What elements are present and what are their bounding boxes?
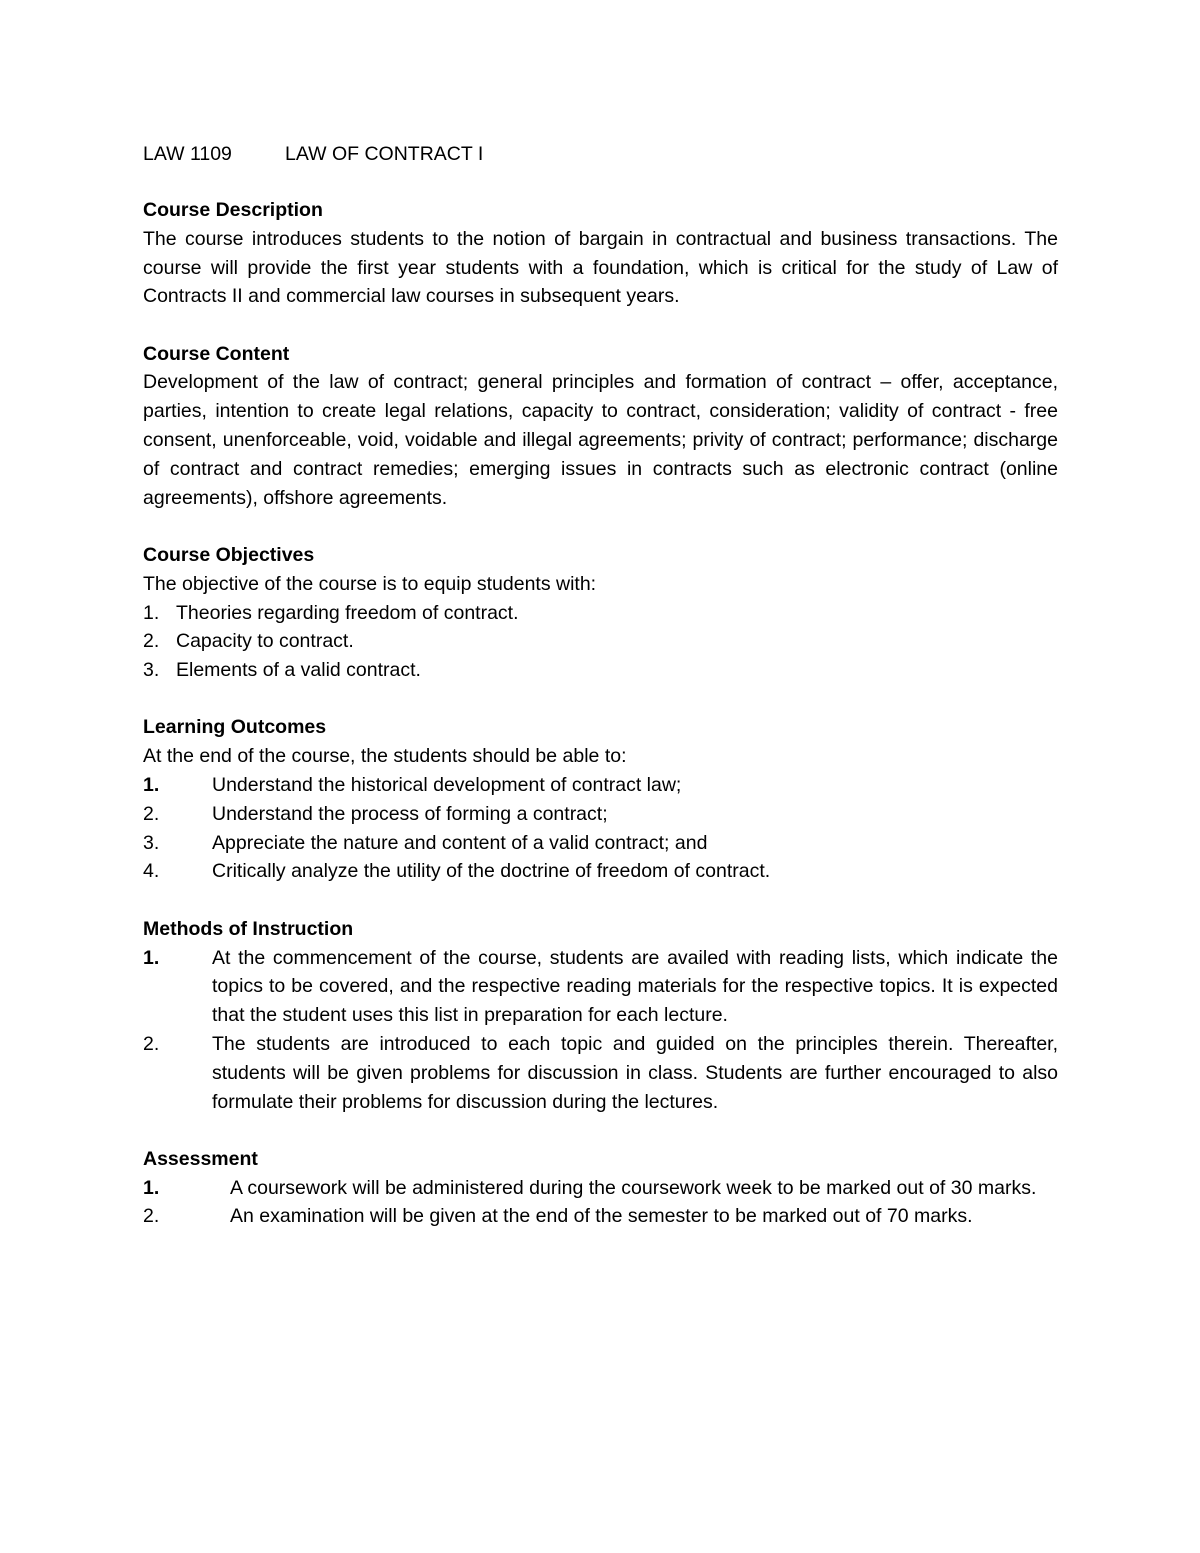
list-item-number: 2. [143,630,160,653]
list-item [143,771,1058,800]
course-title-line [143,140,1058,168]
document-page [143,140,1058,1260]
course-objectives-heading: Course Objectives [143,543,315,566]
course-objectives-section [143,541,1058,685]
list-item-text: An examination will be given at the end of the semester to be marked out of 70 marks. [230,1205,973,1228]
course-content-heading: Course Content [143,342,290,365]
course-description-heading: Course Description [143,199,323,221]
list-item [143,829,1058,858]
list-item-text: Critically analyze the utility of the doctrine of freedom of contract. [212,860,771,883]
list-item-number: 2. [143,802,160,825]
list-item-text: Understand the process of forming a contract; [212,802,608,825]
list-item-number: 1. [143,946,160,969]
learning-outcomes-section [143,713,1058,886]
list-item-text: A coursework will be administered during the coursework week to be marked out of 30 marks. [230,1176,1037,1199]
list-item-number: 2. [143,1032,160,1055]
list-item-text: At the commencement of the course, students are availed with reading lists, which indicate the topics to be covered, and the respective reading materials for the respective topics. It is expected that the student uses this list in preparation for each lecture. [212,946,1058,1027]
list-item-number: 1. [143,601,160,624]
list-item [143,627,1058,656]
list-item [143,944,1058,1030]
list-item-number: 3. [143,831,160,854]
assessment-section [143,1145,1058,1231]
list-item-number: 4. [143,860,160,883]
course-code: LAW 1109 [143,143,232,165]
list-item-number: 1. [143,1176,160,1199]
learning-outcomes-intro: At the end of the course, the students should be able to: [143,745,627,768]
list-item-text: Understand the historical development of contract law; [212,774,682,797]
list-item-number: 3. [143,659,160,682]
assessment-list [143,1174,1058,1232]
list-item-text: The students are introduced to each topic and guided on the principles therein. Thereafter, students will be given problems for discussion in class. Students are further encouraged to also formulate their problems for discussion during the lectures. [212,1032,1058,1113]
list-item-text: Theories regarding freedom of contract. [176,601,519,624]
course-description-section [143,196,1058,311]
objectives-list [143,599,1058,685]
list-item [143,1174,1058,1203]
learning-outcomes-heading: Learning Outcomes [143,716,327,739]
list-item [143,1030,1058,1116]
course-content-section [143,340,1058,513]
list-item-text: Capacity to contract. [176,630,354,653]
course-title: LAW OF CONTRACT I [285,143,484,165]
assessment-heading: Assessment [143,1147,258,1170]
list-item [143,599,1058,628]
list-item [143,656,1058,685]
list-item-number: 1. [143,774,160,797]
list-item [143,857,1058,886]
methods-list [143,944,1058,1117]
list-item-text: Elements of a valid contract. [176,659,421,682]
outcomes-list [143,771,1058,886]
list-item [143,1202,1058,1231]
list-item-text: Appreciate the nature and content of a valid contract; and [212,831,708,854]
course-description-text: The course introduces students to the notion of bargain in contractual and business transactions. The course will provide the first year students with a foundation, which is critical for the study of Law of Contracts II and commercial law courses in subsequent years. [143,227,1058,308]
course-objectives-intro: The objective of the course is to equip students with: [143,572,597,595]
methods-of-instruction-section [143,915,1058,1117]
list-item [143,800,1058,829]
course-content-text: Development of the law of contract; general principles and formation of contract – offer, acceptance, parties, intention to create legal relations, capacity to contract, consideration; validity of contract - free consent, unenforceable, void, voidable and illegal agreements; privity of contract; performance; discharge of contract and contract remedies; emerging issues in contracts such as electronic contract (online agreements), offshore agreements. [143,371,1058,509]
list-item-number: 2. [143,1205,160,1228]
methods-of-instruction-heading: Methods of Instruction [143,917,354,940]
